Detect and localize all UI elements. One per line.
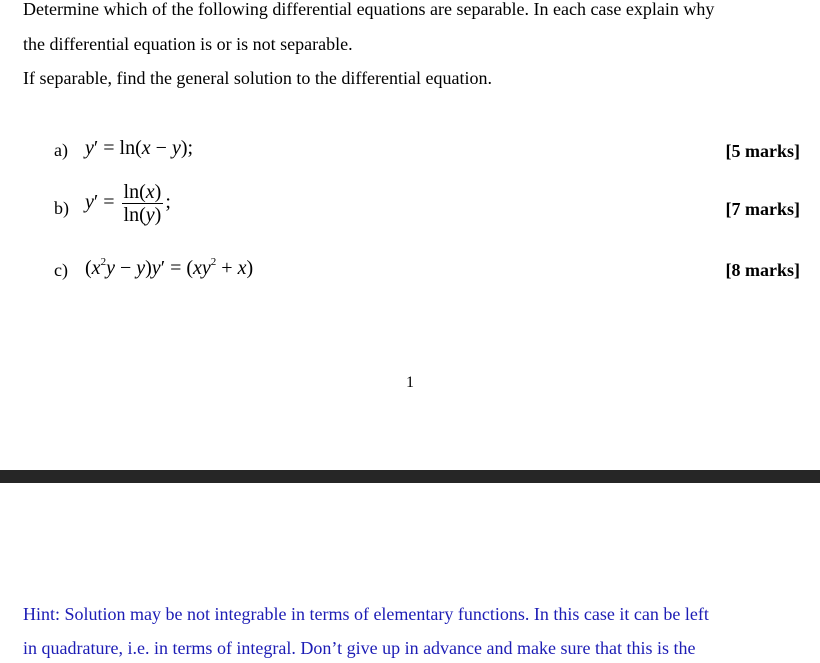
question-b-marks: [7 marks] [725,199,800,219]
question-a-marks: [5 marks] [725,141,800,161]
intro-line-1: Determine which of the following differential equations are separable. In each case explain why [23,0,715,19]
intro-line-2: the differential equation is or is not separable. [23,34,353,54]
page-number: 1 [406,374,414,391]
question-b-label: b) [54,198,69,218]
intro-line-3: If separable, find the general solution to the differential equation. [23,68,493,88]
hint-line-2: in quadrature, i.e. in terms of integral. Don’t give up in advance and make sure that this is the [23,638,696,658]
question-a-equation: y′ = ln(x − y); [85,137,194,159]
question-b-equation: y′ = $\frac{\ln(x)}{\ln(y)}$ ; [85,181,171,226]
hint-line-1: Hint: Solution may be not integrable in terms of elementary functions. In this case it can be left [23,604,709,624]
question-a-label: a) [54,140,68,160]
document-page-2 [0,483,820,663]
question-c-marks: [8 marks] [725,260,800,280]
question-c-label: c) [54,260,68,280]
page-divider [0,470,820,483]
fraction: $\frac{\ln(x)}{\ln(y)}$ [123,181,162,226]
question-c-equation: $(x^2y - y)y' = (xy^2 + x)$ [85,256,254,279]
